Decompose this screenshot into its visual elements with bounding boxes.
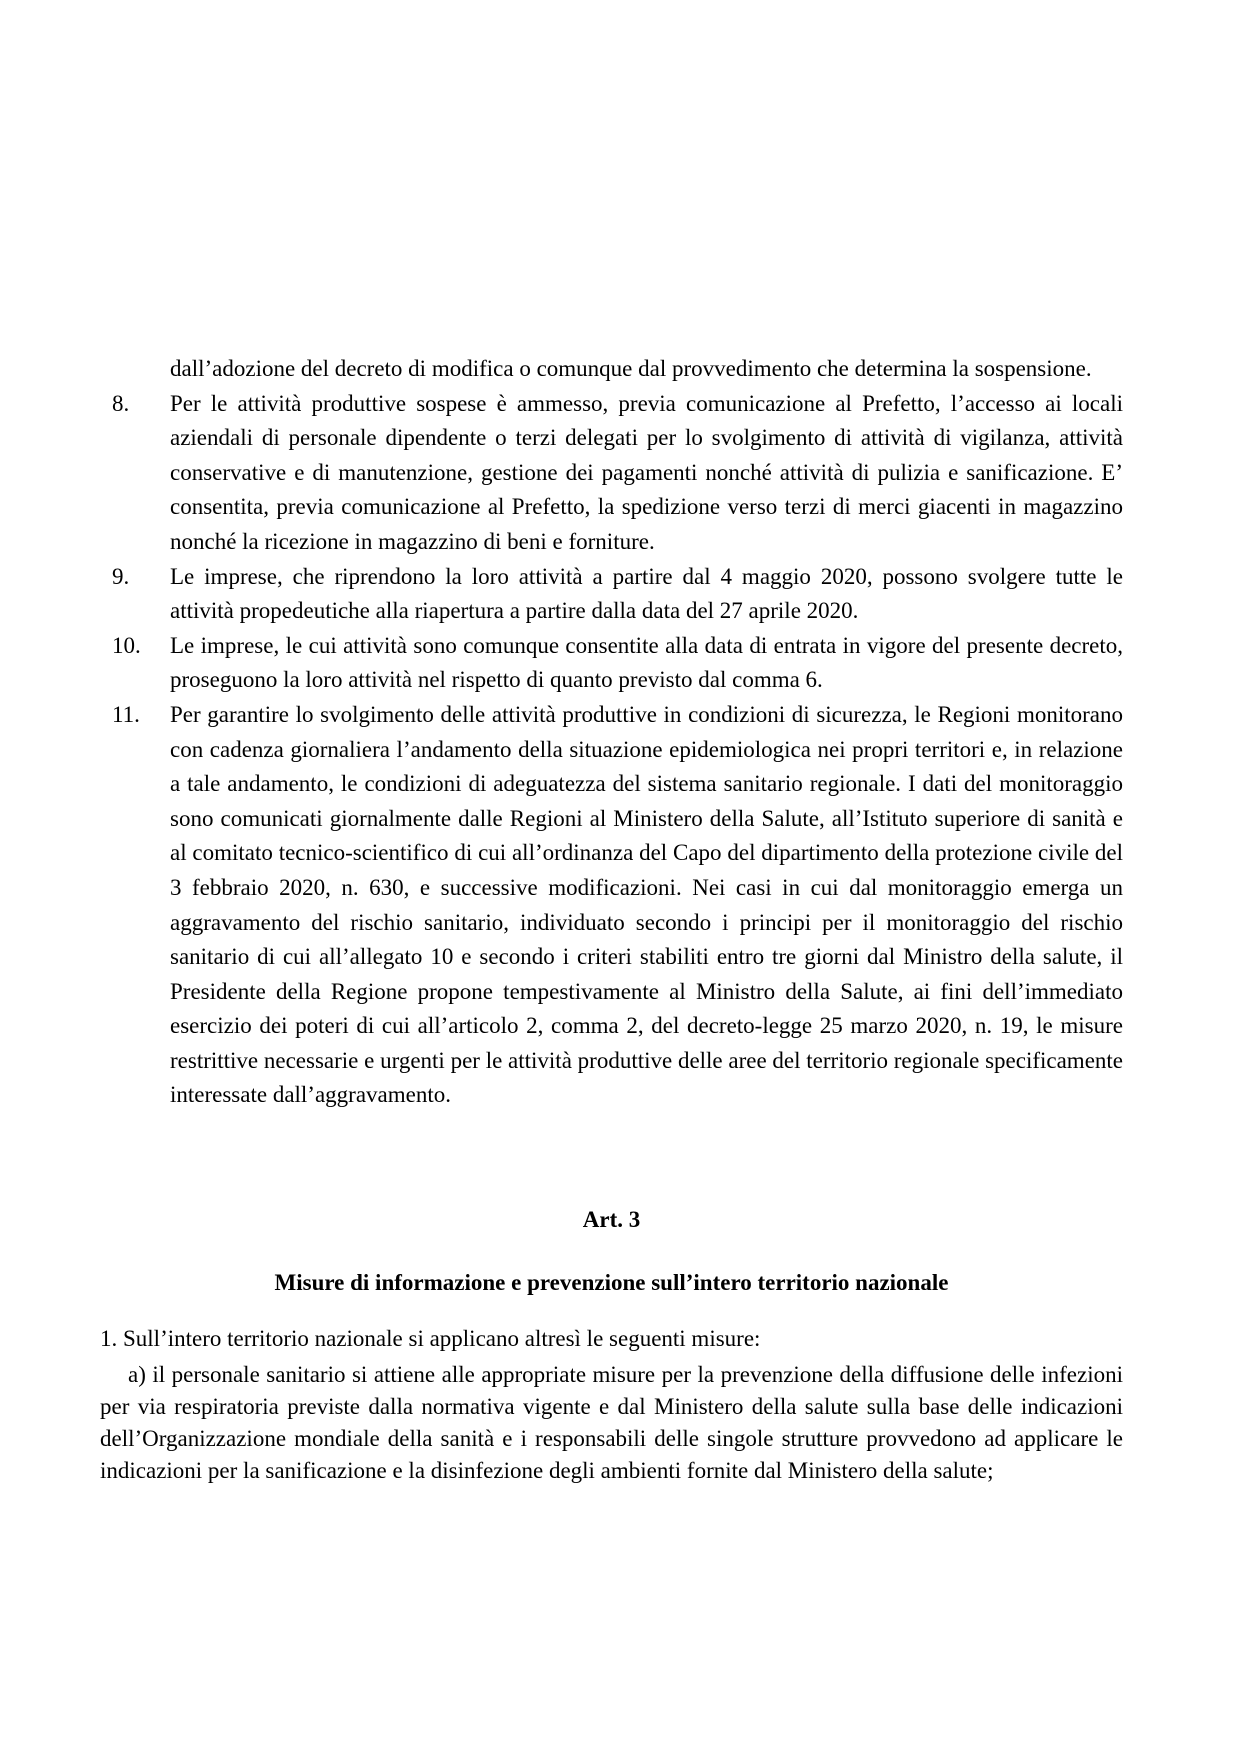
list-item-text: Le imprese, le cui attività sono comunque consentite alla data di entrata in vigore del presente decreto, proseguono la loro attività nel rispetto di quanto previsto dal comma 6. xyxy=(170,632,1123,693)
list-item-text: Per garantire lo svolgimento delle attività produttive in condizioni di sicurezza, le Regioni monitorano con cadenza giornaliera l’andamento della situazione epidemiologica nei propri territori e, in relazione a tale andamento, le condizioni di adeguatezza del sistema sanitario regionale. I dati del monitoraggio sono comunicati giornalmente dalle Regioni al Ministero della Salute, all’Istituto superiore di sanità e al comitato tecnico-scientifico di cui all’ordinanza del Capo del dipartimento della protezione civile del 3 febbraio 2020, n. 630, e successive modificazioni. Nei casi in cui dal monitoraggio emerga un aggravamento del rischio sanitario, individuato secondo i principi per il monitoraggio del rischio sanitario di cui all’allegato 10 e secondo i criteri stabiliti entro tre giorni dal Ministro della salute, il Presidente della Regione propone tempestivamente al Ministro della Salute, ai fini dell’immediato esercizio dei poteri di cui all’articolo 2, comma 2, del decreto-legge 25 marzo 2020, n. 19, le misure restrittive necessarie e urgenti per le attività produttive delle aree del territorio regionale specificamente interessate dall’aggravamento. xyxy=(170,701,1124,1108)
list-item-number: 9. xyxy=(112,563,130,589)
paragraph-continuation: dall’adozione del decreto di modifica o comunque dal provvedimento che determina la sospensione. xyxy=(170,356,1092,381)
list-item-number: 10. xyxy=(112,632,141,658)
list-item-9 xyxy=(100,560,1123,629)
list-item-10 xyxy=(100,629,1123,698)
intro-paragraph: 1. Sull’intero territorio nazionale si applicano altresì le seguenti misure: xyxy=(100,1326,761,1352)
article-heading: Art. 3 xyxy=(582,1207,641,1233)
measure-a-paragraph: a) il personale sanitario si attiene alle appropriate misure per la prevenzione della diffusione delle infezioni per via respiratoria previste dalla normativa vigente e dal Ministero della salute sulla base delle indicazioni dell’Organizzazione mondiale della sanità e i responsabili delle singole strutture provvedono ad applicare le indicazioni per la sanificazione e la disinfezione degli ambienti fornite dal Ministero della salute; xyxy=(100,1361,1123,1483)
list-item-number: 8. xyxy=(112,390,130,416)
list-item-text: Per le attività produttive sospese è ammesso, previa comunicazione al Prefetto, l’accesso ai locali aziendali di personale dipendente o terzi delegati per lo svolgimento di attività di vigilanza, attività conservative e di manutenzione, gestione dei pagamenti nonché attività di pulizia e sanificazione. E’ consentita, previa comunicazione al Prefetto, la spedizione verso terzi di merci giacenti in magazzino nonché la ricezione in magazzino di beni e forniture. xyxy=(170,390,1123,554)
document-content xyxy=(100,352,1123,1487)
list-item-11 xyxy=(100,698,1123,1113)
article-subtitle: Misure di informazione e prevenzione sull’intero territorio nazionale xyxy=(274,1269,949,1295)
list-item-text: Le imprese, che riprendono la loro attività a partire dal 4 maggio 2020, possono svolgere tutte le attività propedeutiche alla riapertura a partire dalla data del 27 aprile 2020. xyxy=(170,563,1123,624)
list-item-number: 11. xyxy=(112,701,140,727)
list-item-8 xyxy=(100,387,1123,560)
